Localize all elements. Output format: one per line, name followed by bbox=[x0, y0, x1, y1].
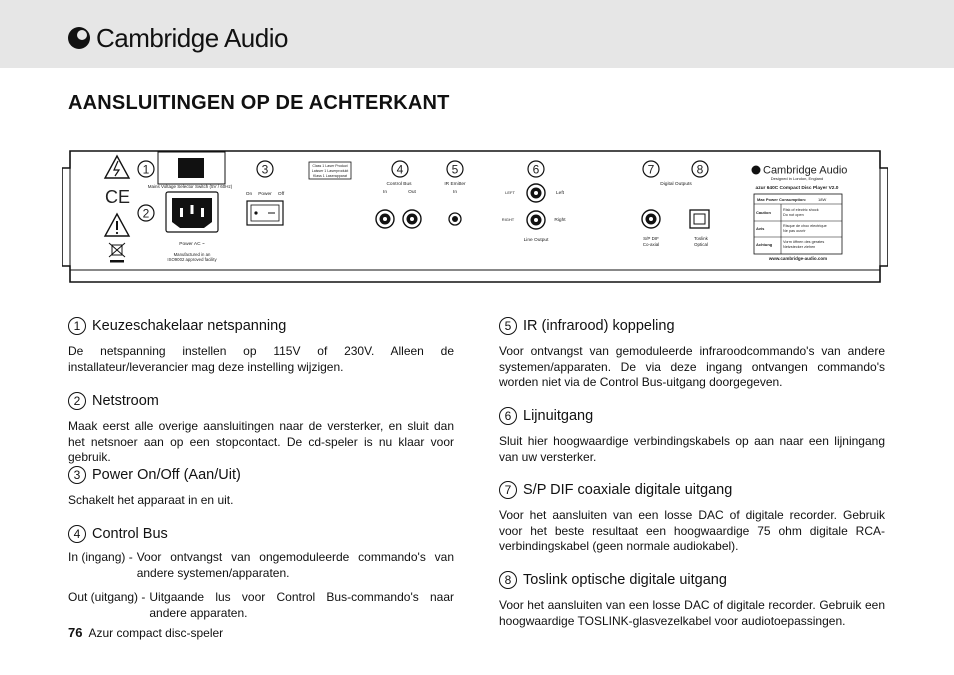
plate-avis-text-2: Ne pas ouvrir bbox=[783, 229, 806, 233]
definition-desc: Voor ontvangst van ongemoduleerde commando's van andere systemen/apparaten. bbox=[136, 550, 454, 580]
definition-term: In (ingang) - bbox=[68, 550, 133, 564]
section-title: Keuzeschakelaar netspanning bbox=[92, 318, 287, 334]
spdif-label: S/P DIF bbox=[643, 236, 659, 241]
section-1 bbox=[68, 316, 454, 375]
laser-line-1: Class 1 Laser Product bbox=[312, 164, 348, 168]
svg-text:3: 3 bbox=[261, 162, 269, 177]
section-5 bbox=[499, 316, 885, 391]
power-ac-label: Power AC ~ bbox=[179, 242, 205, 247]
page-header bbox=[0, 0, 954, 68]
definition-in bbox=[68, 550, 454, 581]
control-bus-out-jack[interactable] bbox=[403, 210, 421, 228]
callout-4 bbox=[392, 161, 408, 177]
plate-avis-text-1: Risque de choc electrique bbox=[783, 224, 827, 228]
section-number: 6 bbox=[499, 407, 517, 425]
plate-caution: Caution bbox=[756, 210, 771, 215]
power-on-label: On bbox=[245, 192, 253, 197]
plate-caution-text-2: Do not open bbox=[783, 213, 804, 217]
svg-text:2: 2 bbox=[142, 206, 150, 221]
section-text: Voor het aansluiten van een losse DAC of digitale recorder. Gebruik voor het beste resultaat een hoogwaardige 75 ohm digitale RCA-verbindingskabel (geen normale audiokabel). bbox=[499, 508, 885, 553]
optical-label: Optical bbox=[693, 242, 709, 247]
section-3-heading bbox=[68, 465, 454, 485]
callout-7 bbox=[643, 161, 659, 177]
section-title: S/P DIF coaxiale digitale uitgang bbox=[523, 482, 733, 498]
section-2 bbox=[68, 391, 454, 466]
line-output-label: Line Output bbox=[523, 238, 549, 243]
section-text: Voor het aansluiten van een losse DAC of digitale recorder. Gebruik een hoogwaardige TOSLINK-glasvezelkabel voor audiotoepassingen. bbox=[499, 598, 885, 628]
plate-power-value: 18W bbox=[818, 197, 827, 202]
section-8 bbox=[499, 570, 885, 629]
rear-panel-svg bbox=[62, 148, 888, 284]
callout-5 bbox=[447, 161, 463, 177]
section-number: 1 bbox=[68, 317, 86, 335]
svg-text:8: 8 bbox=[696, 162, 704, 177]
section-title: Lijnuitgang bbox=[523, 408, 594, 424]
laser-line-2: Laisser 1 Laserprodukt bbox=[311, 169, 349, 173]
spdif-coaxial-jack[interactable] bbox=[642, 210, 660, 228]
section-title: Control Bus bbox=[92, 526, 168, 542]
coaxial-label: Co-axial bbox=[642, 242, 660, 247]
callout-3 bbox=[257, 161, 273, 177]
section-2-heading bbox=[68, 391, 454, 411]
ir-emitter-label: IR Emitter bbox=[444, 182, 466, 187]
plate-designed: Designed in London, England bbox=[770, 176, 824, 181]
section-number: 3 bbox=[68, 466, 86, 484]
plate-achtung: Achtung bbox=[756, 242, 773, 247]
section-title: Netstroom bbox=[92, 393, 159, 409]
svg-text:CE: CE bbox=[105, 187, 131, 207]
brand-name: Cambridge Audio bbox=[96, 22, 288, 53]
manufactured-label: Manufactured in an bbox=[173, 252, 211, 257]
plate-power: Max Power Consumption: bbox=[757, 197, 807, 202]
plate-achtung-text-1: Vorm öffnen des gerates bbox=[783, 240, 825, 244]
power-off-label: Off bbox=[277, 192, 285, 197]
toslink-optical-port[interactable] bbox=[690, 210, 709, 228]
voltage-selector-switch[interactable] bbox=[178, 158, 204, 178]
section-text: Voor ontvangst van gemoduleerde infraroodcommando's van andere systemen/apparaten. De via deze ingang ontvangen commando's worden niet via de Control Bus-uitgang doorgegeven. bbox=[499, 344, 885, 389]
section-6 bbox=[499, 406, 885, 465]
svg-text:4: 4 bbox=[396, 162, 404, 177]
power-switch[interactable] bbox=[247, 201, 283, 225]
line-out-left-label: Left bbox=[555, 191, 565, 196]
plate-caution-text-1: Risk of electric shock bbox=[783, 208, 819, 212]
rear-panel-diagram bbox=[62, 148, 888, 284]
control-bus-label: Control Bus bbox=[386, 182, 412, 187]
power-inlet-connector[interactable] bbox=[166, 192, 218, 232]
section-text: Maak eerst alle overige aansluitingen naar de versterker, en sluit dan het netsnoer aan op een stopcontact. De cd-speler is nu klaar voor gebruik. bbox=[68, 419, 454, 464]
control-bus-definitions bbox=[68, 550, 454, 621]
toslink-label: Toslink bbox=[694, 236, 708, 241]
plate-model: azur 640C Compact Disc Player V2.0 bbox=[755, 186, 839, 191]
page-number: 76 bbox=[68, 625, 83, 640]
digital-outputs-label: Digital Outputs bbox=[660, 182, 692, 187]
plate-logo-icon bbox=[752, 166, 761, 175]
control-bus-in-label: In bbox=[382, 190, 388, 195]
section-number: 5 bbox=[499, 317, 517, 335]
plate-achtung-text-2: Netzstecker ziehen bbox=[783, 245, 816, 249]
definition-out bbox=[68, 590, 454, 621]
svg-text:6: 6 bbox=[532, 162, 540, 177]
section-5-heading bbox=[499, 316, 885, 336]
svg-text:5: 5 bbox=[451, 162, 459, 177]
section-title: Toslink optische digitale uitgang bbox=[523, 572, 727, 588]
section-title: Power On/Off (Aan/Uit) bbox=[92, 467, 241, 483]
page-title: AANSLUITINGEN OP DE ACHTERKANT bbox=[68, 92, 450, 114]
callout-8 bbox=[692, 161, 708, 177]
definition-term: Out (uitgang) - bbox=[68, 590, 146, 604]
voltage-switch-label: Mains Voltage Selector Switch (5V / 60Hz) bbox=[147, 184, 233, 189]
section-text: De netspanning instellen op 115V of 230V. Alleen de installateur/leverancier mag deze instelling wijzigen. bbox=[68, 344, 454, 374]
section-1-heading bbox=[68, 316, 454, 336]
section-7-heading bbox=[499, 480, 885, 500]
plate-url: www.cambridge-audio.com bbox=[768, 256, 828, 261]
control-bus-out-label: Out bbox=[408, 190, 416, 195]
section-7 bbox=[499, 480, 885, 555]
plate-brand: Cambridge Audio bbox=[763, 164, 848, 177]
line-output-left-jack[interactable] bbox=[527, 184, 545, 202]
section-number: 2 bbox=[68, 392, 86, 410]
line-out-right-small-label: RIGHT bbox=[501, 217, 515, 222]
iso-label: ISO9002 approved facility bbox=[167, 257, 217, 262]
line-out-right-label: Right bbox=[554, 218, 566, 223]
power-label: Power bbox=[258, 192, 272, 197]
plate-avis: Avis bbox=[756, 226, 765, 231]
callout-2 bbox=[138, 205, 154, 221]
section-number: 7 bbox=[499, 481, 517, 499]
section-6-heading bbox=[499, 406, 885, 426]
section-4 bbox=[68, 524, 454, 544]
svg-text:7: 7 bbox=[647, 162, 655, 177]
section-text: Sluit hier hoogwaardige verbindingskabels op aan naar een lijningang van uw versterker. bbox=[499, 434, 885, 464]
laser-line-3: Klass 1 Laserapparat bbox=[313, 174, 347, 178]
section-title: IR (infrarood) koppeling bbox=[523, 318, 675, 334]
control-bus-in-jack[interactable] bbox=[376, 210, 394, 228]
brand-logo bbox=[68, 22, 288, 54]
section-number: 8 bbox=[499, 571, 517, 589]
section-number: 4 bbox=[68, 525, 86, 543]
definition-desc: Uitgaande lus voor Control Bus-commando's naar andere apparaten. bbox=[149, 590, 454, 620]
ce-mark-icon bbox=[105, 187, 130, 207]
section-3 bbox=[68, 465, 454, 509]
cambridge-audio-logo-icon bbox=[68, 27, 90, 49]
section-4-heading bbox=[68, 524, 454, 544]
line-output-right-jack[interactable] bbox=[527, 211, 545, 229]
ir-emitter-jack[interactable] bbox=[449, 213, 461, 225]
page-footer bbox=[68, 625, 223, 640]
footer-text: Azur compact disc-speler bbox=[88, 626, 224, 640]
callout-1 bbox=[138, 161, 154, 177]
svg-text:1: 1 bbox=[142, 162, 150, 177]
section-8-heading bbox=[499, 570, 885, 590]
ir-in-label: In bbox=[452, 190, 458, 195]
callout-6 bbox=[528, 161, 544, 177]
line-out-left-small-label: LEFT bbox=[505, 190, 515, 195]
section-text: Schakelt het apparaat in en uit. bbox=[68, 493, 234, 507]
